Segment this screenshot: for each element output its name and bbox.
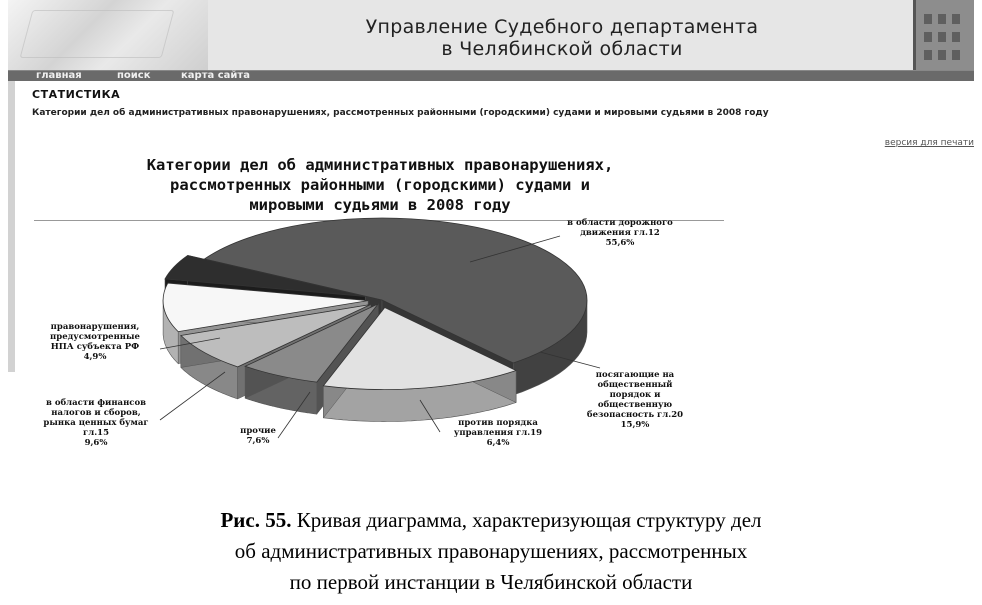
slice-label-line: правонарушения, <box>50 322 140 332</box>
slice-label-line: безопасность гл.20 <box>586 410 684 420</box>
caption-line3: по первой инстанции в Челябинской области <box>289 570 693 594</box>
site-title-line1: Управление Судебного департамента <box>365 16 759 38</box>
slice-value-label: 55,6% <box>605 238 635 248</box>
slice-label-line: против порядка <box>458 418 538 428</box>
section-subheading: Категории дел об административных правонарушениях, рассмотренных районными (городскими) судами и мировыми судьями в 2008 году <box>32 108 769 118</box>
slice-label-line: управления гл.19 <box>453 428 543 438</box>
caption-text1: Кривая диаграмма, характеризующая структуру дел <box>296 508 762 532</box>
figure-caption <box>0 505 982 598</box>
slice-label-line: в области финансов <box>45 398 147 408</box>
slice-label-line: общественный <box>597 380 673 390</box>
slice-label-5 <box>30 322 160 362</box>
slice-value-label: 7,6% <box>246 436 270 446</box>
chart-title-line3: мировыми судьями в 2008 году <box>249 196 511 214</box>
slice-label-line: НПА субъекта РФ <box>50 342 140 352</box>
chart-title-line1: Категории дел об административных правонарушениях, <box>146 156 614 174</box>
slice-value-label: 9,6% <box>84 438 108 448</box>
slice-label-line: гл.15 <box>83 428 109 438</box>
slice-label-3 <box>218 426 298 446</box>
slice-label-line: общественную <box>597 400 673 410</box>
slice-label-line: в области дорожного <box>567 218 673 228</box>
slice-label-2 <box>448 418 548 448</box>
slice-label-line: движения гл.12 <box>580 228 660 238</box>
chart-title-line2: рассмотренных районными (городскими) судами и <box>170 176 590 194</box>
section-heading: СТАТИСТИКА <box>32 88 121 101</box>
slice-label-1 <box>560 370 710 430</box>
slice-label-line: налогов и сборов, <box>51 408 141 418</box>
caption-line1 <box>0 505 982 536</box>
nav-item-home[interactable]: главная <box>36 70 82 81</box>
site-title-line2: в Челябинской области <box>441 38 683 60</box>
print-version-link[interactable]: версия для печати <box>884 138 974 148</box>
caption-label: Рис. 55. <box>220 508 292 532</box>
caption-line2: об административных правонарушениях, рассмотренных <box>234 539 748 563</box>
nav-item-search[interactable]: поиск <box>117 70 151 81</box>
slice-label-line: предусмотренные <box>50 332 140 342</box>
slice-label-line: прочие <box>240 426 276 436</box>
nav-item-sitemap[interactable]: карта сайта <box>181 70 250 81</box>
slice-label-0 <box>565 218 675 248</box>
slice-label-line: посягающие на <box>595 370 675 380</box>
slice-value-label: 4,9% <box>83 352 107 362</box>
slice-label-line: порядок и <box>609 390 661 400</box>
slice-value-label: 6,4% <box>486 438 510 448</box>
slice-label-4 <box>26 398 166 448</box>
slice-value-label: 15,9% <box>620 420 650 430</box>
leader-line-4 <box>160 372 225 420</box>
slice-label-line: рынка ценных бумаг <box>43 418 149 428</box>
